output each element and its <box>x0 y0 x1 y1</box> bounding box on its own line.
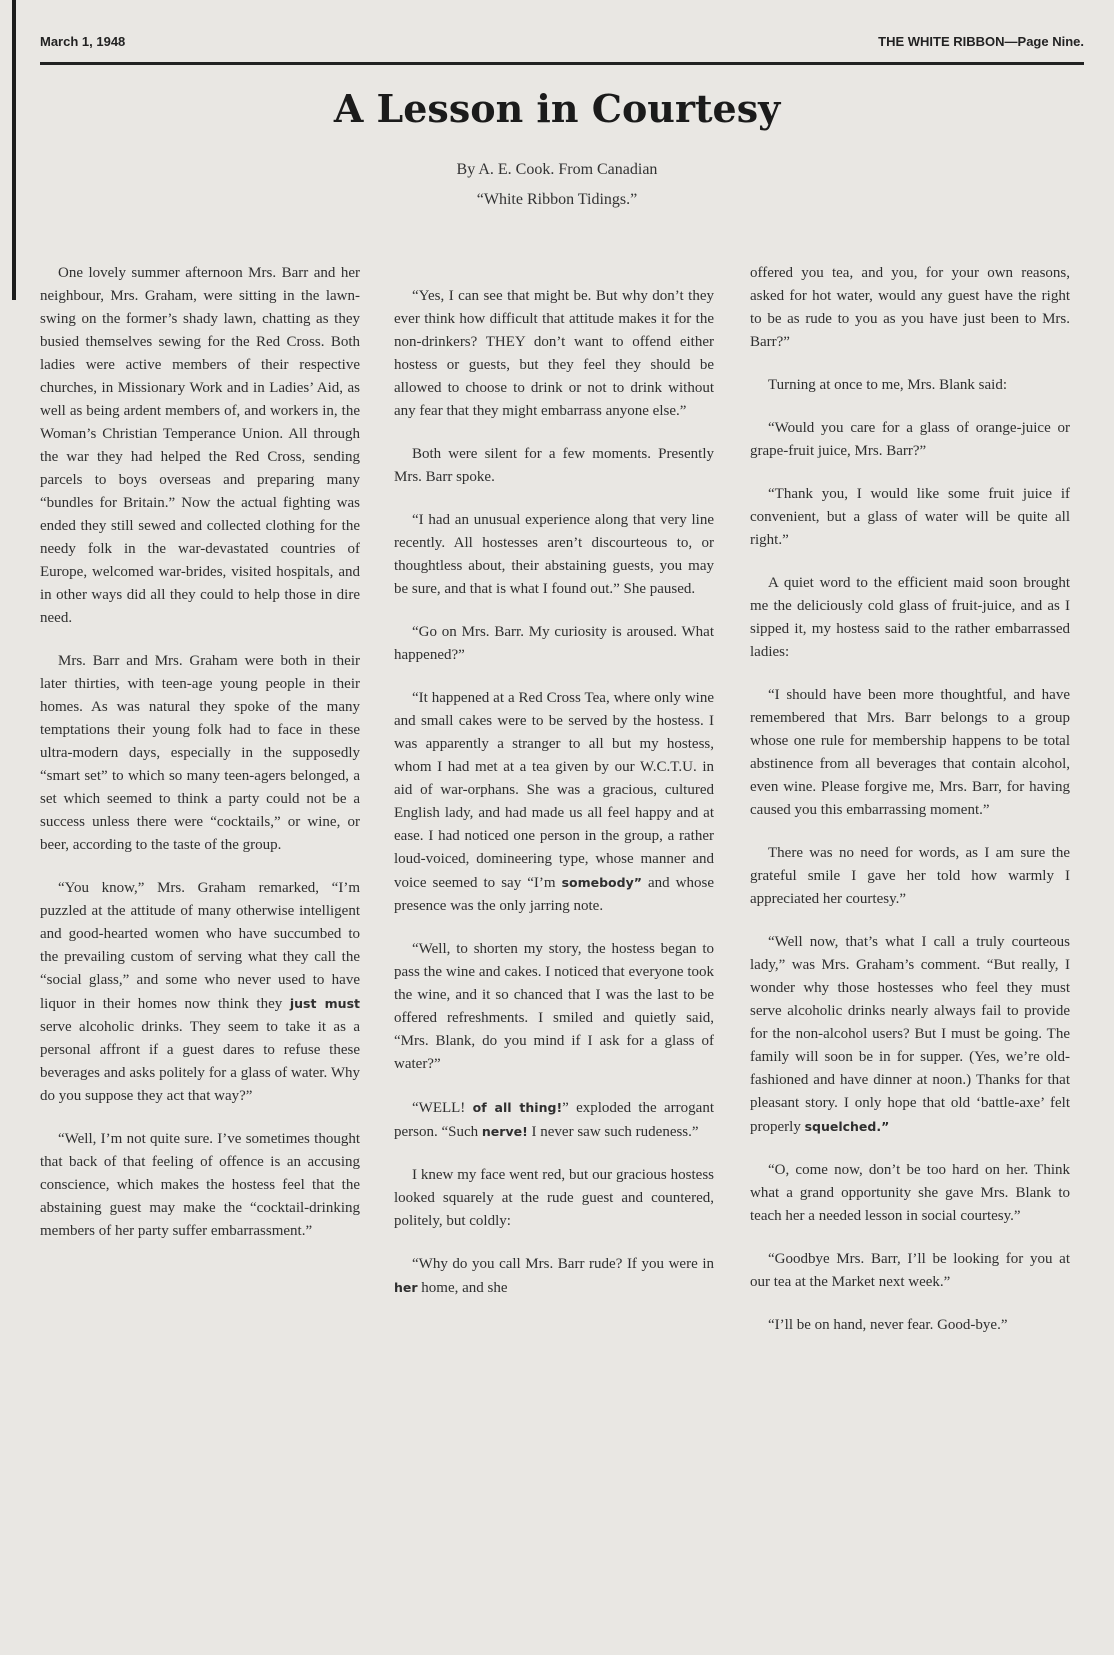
text-run: ” exploded the arrogant person. “Such <box>394 1100 714 1140</box>
paragraph: A quiet word to the efficient maid soon brought me the deliciously cold glass of fruit-juice, and as I sipped it, my hostess said to the rather embarrassed ladies: <box>750 575 1070 660</box>
paragraph: “I should have been more thoughtful, and have remembered that Mrs. Barr belongs to a group whose one rule for membership happens to be total abstinence from all beverages that contain alcohol, even wine. Please forgive me, Mrs. Barr, for having caused you this embarrassing moment.” <box>750 687 1070 818</box>
paragraph: “Thank you, I would like some fruit juice if convenient, but a glass of water will be quite all right.” <box>750 486 1070 548</box>
paragraph: Mrs. Barr and Mrs. Graham were both in their later thirties, with teen-age young people in their homes. As was natural they spoke of the many temptations their young folk had to face in these ultra-modern days, especially in the supposedly “smart set” to which so many teen-agers belonged, a set which seemed to think a party could not be a success unless there were “cocktails,” or wine, or beer, according to the taste of the group. <box>40 653 360 853</box>
bold-emphasis: just must <box>289 996 361 1011</box>
byline <box>0 155 1114 215</box>
paragraph: There was no need for words, as I am sure the grateful smile I gave her told how warmly I appreciated her courtesy.” <box>750 845 1070 907</box>
paragraph <box>394 687 714 918</box>
column-3 <box>750 262 1070 1632</box>
paragraph <box>40 877 360 1108</box>
bold-emphasis: of all thing! <box>472 1100 563 1115</box>
paragraph: I knew my face went red, but our gracious hostess looked squarely at the rude guest and countered, politely, but coldly: <box>394 1167 714 1229</box>
page-edge-bar <box>12 0 16 300</box>
paragraph: “O, come now, don’t be too hard on her. Think what a grand opportunity she gave Mrs. Blank to teach her a needed lesson in social courtesy.” <box>750 1162 1070 1224</box>
text-run: “Well now, that’s what I call a truly courteous lady,” was Mrs. Graham’s comment. “But really, I wonder why those hostesses who feel they must serve alcoholic drinks nearly always fail to provide for the non-alcohol users? But I must be going. The family will soon be in for supper. (Yes, we’re old-fashioned and have dinner at noon.) Thanks for that pleasant story. I only hope that old ‘battle-axe’ felt properly <box>750 934 1070 1135</box>
paragraph: “Goodbye Mrs. Barr, I’ll be looking for you at our tea at the Market next week.” <box>750 1251 1070 1290</box>
text-run: “WELL! <box>412 1100 466 1116</box>
article-title: A Lesson in Courtesy <box>333 86 781 131</box>
text-run: “You know,” Mrs. Graham remarked, “I’m puzzled at the attitude of many otherwise intelligent and good-hearted women who have succumbed to the prevailing custom of serving what they call the “social glass,” and some who never used to have liquor in their homes now think they <box>40 880 360 1012</box>
paragraph: “Yes, I can see that might be. But why don’t they ever think how difficult that attitude makes it for the non-drinkers? THEY don’t want to offend either hostess or guests, but they feel they should be allowed to choose to drink or not to drink without any fear that they might embarrass anyone else.” <box>394 288 714 419</box>
paragraph: Both were silent for a few moments. Presently Mrs. Barr spoke. <box>394 446 714 485</box>
paragraph: offered you tea, and you, for your own reasons, asked for hot water, would any guest have the right to be as rude to you as you have just been to Mrs. Barr?” <box>750 265 1070 350</box>
bold-emphasis: nerve! <box>481 1124 528 1139</box>
paragraph: One lovely summer afternoon Mrs. Barr and her neighbour, Mrs. Graham, were sitting in the lawn-swing on the former’s shady lawn, chatting as they busied themselves sewing for the Red Cross. Both ladies were active members of their respective churches, in Missionary Work and in Ladies’ Aid, as well as being ardent members of, and workers in, the Woman’s Christian Temperance Union. All through the war they had helped the Red Cross, sending parcels to boys overseas and preparing many “bundles for Britain.” Now the actual fighting was ended they still sewed and collected clothing for the needy folk in the war-devastated countries of Europe, welcomed war-brides, visited hospitals, and in other ways did all they could to help those in dire need. <box>40 265 360 626</box>
column-1 <box>40 262 360 1632</box>
paragraph: “Well, I’m not quite sure. I’ve sometimes thought that back of that feeling of offence is an accusing conscience, which makes the hostess feel that the abstaining guest may make the “cocktail-drinking members of her party suffer embarrassment.” <box>40 1131 360 1239</box>
paragraph: “Go on Mrs. Barr. My curiosity is aroused. What happened?” <box>394 624 714 663</box>
issue-date: March 1, 1948 <box>40 34 126 49</box>
paragraph <box>750 931 1070 1139</box>
text-run: and whose presence was the only jarring note. <box>394 875 714 914</box>
bold-emphasis: somebody” <box>561 875 642 890</box>
column-2 <box>394 285 714 1655</box>
text-run: “Why do you call Mrs. Barr rude? If you were in <box>412 1256 714 1272</box>
paragraph: “Would you care for a glass of orange-juice or grape-fruit juice, Mrs. Barr?” <box>750 420 1070 459</box>
bold-emphasis: her <box>394 1280 418 1295</box>
header-rule <box>40 62 1084 65</box>
text-run: I never saw such rudeness.” <box>531 1124 699 1140</box>
page-header <box>40 30 1084 54</box>
paragraph <box>394 1253 714 1300</box>
paragraph: “I’ll be on hand, never fear. Good-bye.” <box>768 1317 1008 1333</box>
text-run: serve alcoholic drinks. They seem to take it as a personal affront if a guest dares to refuse these beverages and asks politely for a glass of water. Why do you suppose they act that way?” <box>40 1019 360 1104</box>
byline-line-2: “White Ribbon Tidings.” <box>476 191 638 208</box>
paragraph <box>394 1096 714 1144</box>
text-run: “It happened at a Red Cross Tea, where only wine and small cakes were to be served by the hostess. I was apparently a stranger to all but my hostess, whom I had met at a tea given by our W.C.T.U. in aid of war-orphans. She was a gracious, cultured English lady, and had made us all feel happy and at ease. I had noticed one person in the group, a rather loud-voiced, domineering type, whose manner and voice seemed to say “I’m <box>394 690 714 891</box>
byline-line-1: By A. E. Cook. From Canadian <box>456 161 658 178</box>
bold-emphasis: squelched.” <box>804 1119 890 1134</box>
paragraph: “I had an unusual experience along that very line recently. All hostesses aren’t discourteous to, or thoughtless about, their abstaining guests, you may be sure, and that is what I found out.” She paused. <box>394 512 714 597</box>
paragraph: “Well, to shorten my story, the hostess began to pass the wine and cakes. I noticed that everyone took the wine, and it so chanced that I was the last to be offered refreshments. I smiled and quietly said, “Mrs. Blank, do you mind if I ask for a glass of water?” <box>394 941 714 1072</box>
paragraph: Turning at once to me, Mrs. Blank said: <box>768 377 1008 393</box>
text-run: home, and she <box>421 1280 508 1296</box>
publication-page: THE WHITE RIBBON—Page Nine. <box>878 34 1084 49</box>
